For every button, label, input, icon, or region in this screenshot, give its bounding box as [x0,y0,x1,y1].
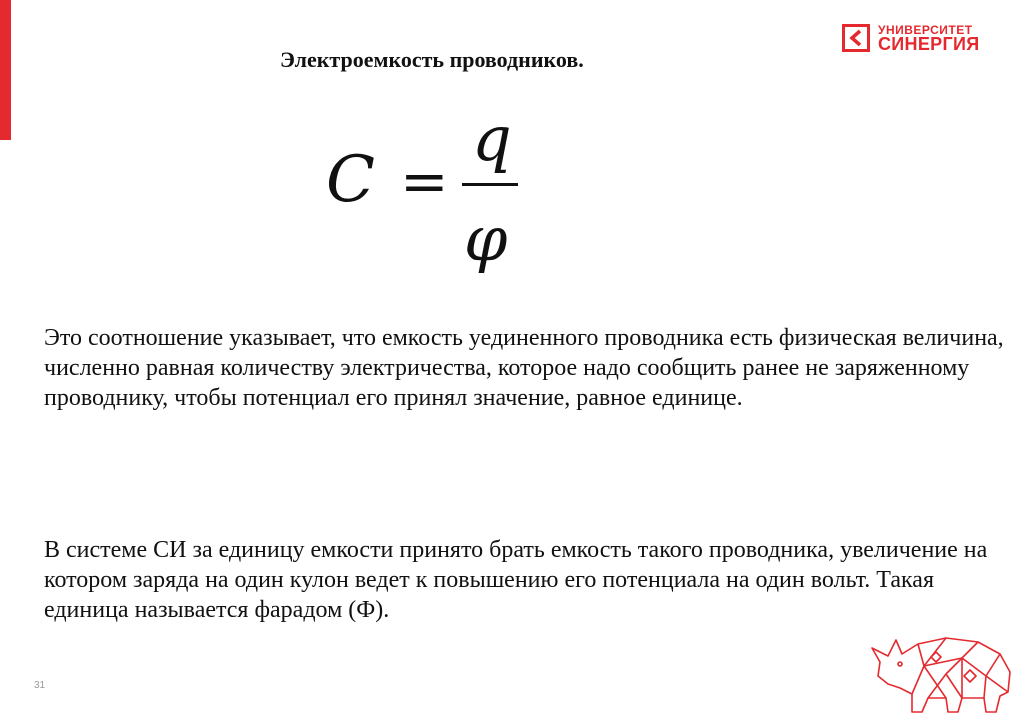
capacitance-formula [320,102,540,288]
synergy-logo-icon [842,24,870,52]
paragraph-si-unit: В системе СИ за единицу емкости принято брать емкость такого проводника, увеличение на котором заряда на один кулон ведет к повышению его потенциала на один вольт. Такая единица называется фарадом (Ф). [44,537,988,623]
logo-text-line1: УНИВЕРСИТЕТ [878,23,973,37]
formula-numerator: q [472,102,512,175]
logo-text-line2: СИНЕРГИЯ [878,34,980,54]
paragraph-definition: Это соотношение указывает, что емкость уединенного проводника есть физическая величина, численно равная количеству электричества, которое надо сообщить ранее не заряженному проводнику, чтобы потенциал его принял значение, равное единице. [44,325,1004,411]
fraction-bar [462,183,518,186]
slide-title: Электроемкость проводников. [280,47,584,72]
page-number: 31 [34,680,46,691]
university-logo [842,24,992,54]
formula-denominator: φ [464,202,508,275]
rhino-icon [866,618,1018,718]
formula-equals: = [400,147,449,215]
accent-bar [0,0,11,140]
formula-lhs: C [326,143,375,217]
